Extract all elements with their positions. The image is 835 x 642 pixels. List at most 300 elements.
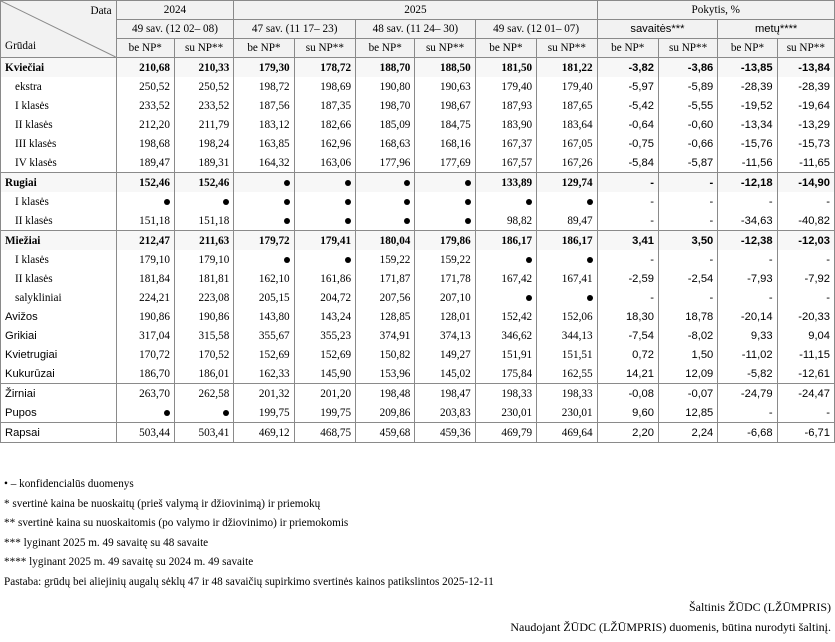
value-cell: -0,66 [658, 134, 717, 153]
footnote: ** svertinė kaina su nuoskaitomis (po valymo ir džiovinimo) ir priemokomis [4, 517, 349, 529]
confidential-dot-icon [345, 218, 351, 224]
value-cell: 185,09 [356, 115, 415, 134]
value-cell: -34,63 [718, 211, 777, 231]
value-cell: - [597, 192, 658, 211]
value-cell: 207,56 [356, 288, 415, 307]
value-cell: 198,24 [174, 134, 233, 153]
confidential-cell [294, 211, 355, 231]
value-cell: 152,69 [234, 345, 294, 364]
value-cell: - [658, 250, 717, 269]
table-row [1, 269, 835, 288]
value-cell: 167,37 [475, 134, 536, 153]
value-cell: 128,85 [356, 307, 415, 326]
source-label: Šaltinis ŽŪDC (LŽŪMPRIS) [688, 600, 831, 614]
value-cell: 469,79 [475, 423, 536, 443]
value-cell: 186,17 [537, 231, 597, 251]
value-cell: - [597, 288, 658, 307]
value-cell: -13,84 [777, 58, 834, 78]
value-cell: 175,84 [475, 364, 536, 384]
value-cell: -5,97 [597, 77, 658, 96]
value-cell: -20,14 [718, 307, 777, 326]
confidential-dot-icon [345, 199, 351, 205]
value-cell: -0,64 [597, 115, 658, 134]
confidential-cell [294, 250, 355, 269]
value-cell: -13,34 [718, 115, 777, 134]
value-cell: 198,69 [294, 77, 355, 96]
value-cell: 503,41 [174, 423, 233, 443]
value-cell: 145,02 [415, 364, 475, 384]
value-cell: 167,26 [537, 153, 597, 173]
week-header: 47 sav. (11 17– 23) [234, 20, 356, 39]
value-cell: -20,33 [777, 307, 834, 326]
table-row [1, 96, 835, 115]
value-cell: -15,73 [777, 134, 834, 153]
value-cell: - [777, 192, 834, 211]
value-cell: 210,68 [116, 58, 174, 78]
value-cell: - [718, 288, 777, 307]
value-cell: 198,67 [415, 96, 475, 115]
value-cell: -12,61 [777, 364, 834, 384]
value-cell: 230,01 [537, 403, 597, 423]
value-cell: - [658, 192, 717, 211]
value-cell: 18,78 [658, 307, 717, 326]
value-cell: -12,18 [718, 173, 777, 193]
value-cell: 179,30 [234, 58, 294, 78]
row-label: I klasės [1, 96, 117, 115]
change-week-header: savaitės*** [597, 20, 718, 39]
confidential-cell [116, 192, 174, 211]
value-cell: -3,82 [597, 58, 658, 78]
value-cell: 151,91 [475, 345, 536, 364]
value-cell: - [718, 403, 777, 423]
value-cell: 12,09 [658, 364, 717, 384]
value-cell: - [658, 288, 717, 307]
value-cell: 263,70 [116, 384, 174, 404]
su-np-header: su NP** [658, 39, 717, 58]
confidential-cell [415, 211, 475, 231]
value-cell: -12,38 [718, 231, 777, 251]
table-row [1, 345, 835, 364]
value-cell: 170,52 [174, 345, 233, 364]
row-label: II klasės [1, 211, 117, 231]
value-cell: -0,07 [658, 384, 717, 404]
confidential-cell [294, 192, 355, 211]
value-cell: 159,22 [415, 250, 475, 269]
value-cell: -40,82 [777, 211, 834, 231]
value-cell: 151,18 [116, 211, 174, 231]
corner-grudai-label: Grūdai [5, 40, 37, 52]
value-cell: 177,96 [356, 153, 415, 173]
table-row [1, 115, 835, 134]
confidential-dot-icon [526, 199, 532, 205]
value-cell: 3,50 [658, 231, 717, 251]
value-cell: 9,60 [597, 403, 658, 423]
value-cell: 18,30 [597, 307, 658, 326]
source-block [510, 598, 831, 637]
table-row [1, 211, 835, 231]
confidential-dot-icon [284, 257, 290, 263]
value-cell: -11,56 [718, 153, 777, 173]
value-cell: 170,72 [116, 345, 174, 364]
value-cell: 186,70 [116, 364, 174, 384]
value-cell: 209,86 [356, 403, 415, 423]
table-row [1, 58, 835, 78]
value-cell: 2,20 [597, 423, 658, 443]
value-cell: 178,72 [294, 58, 355, 78]
value-cell: -11,15 [777, 345, 834, 364]
footnote: • – konfidencialūs duomenys [4, 478, 134, 490]
value-cell: 180,04 [356, 231, 415, 251]
value-cell: - [597, 250, 658, 269]
value-cell: 167,57 [475, 153, 536, 173]
value-cell: 12,85 [658, 403, 717, 423]
value-cell: 143,80 [234, 307, 294, 326]
value-cell: 198,33 [537, 384, 597, 404]
row-label: salykliniai [1, 288, 117, 307]
value-cell: 262,58 [174, 384, 233, 404]
row-label: II klasės [1, 269, 117, 288]
value-cell: 204,72 [294, 288, 355, 307]
confidential-cell [537, 192, 597, 211]
week-header: 48 sav. (11 24– 30) [356, 20, 476, 39]
confidential-dot-icon [345, 180, 351, 186]
value-cell: 171,87 [356, 269, 415, 288]
value-cell: 346,62 [475, 326, 536, 345]
value-cell: -0,60 [658, 115, 717, 134]
row-label: Miežiai [1, 231, 117, 251]
value-cell: 151,51 [537, 345, 597, 364]
value-cell: 152,06 [537, 307, 597, 326]
value-cell: 167,05 [537, 134, 597, 153]
confidential-cell [234, 211, 294, 231]
row-label: Žirniai [1, 384, 117, 404]
su-np-header: su NP** [777, 39, 834, 58]
value-cell: 188,70 [356, 58, 415, 78]
value-cell: -24,47 [777, 384, 834, 404]
value-cell: -6,71 [777, 423, 834, 443]
value-cell: 198,33 [475, 384, 536, 404]
value-cell: 183,64 [537, 115, 597, 134]
value-cell: 152,42 [475, 307, 536, 326]
value-cell: 179,10 [174, 250, 233, 269]
confidential-dot-icon [465, 199, 471, 205]
value-cell: 201,32 [234, 384, 294, 404]
value-cell: 201,20 [294, 384, 355, 404]
confidential-cell [294, 173, 355, 193]
value-cell: 153,96 [356, 364, 415, 384]
be-np-header: be NP* [356, 39, 415, 58]
value-cell: 152,46 [116, 173, 174, 193]
value-cell: 179,40 [475, 77, 536, 96]
value-cell: 179,86 [415, 231, 475, 251]
footnote: * svertinė kaina be nuoskaitų (prieš valymą ir džiovinimą) ir priemokų [4, 497, 321, 510]
row-label: III klasės [1, 134, 117, 153]
value-cell: -3,86 [658, 58, 717, 78]
confidential-dot-icon [526, 295, 532, 301]
confidential-cell [234, 192, 294, 211]
su-np-header: su NP** [294, 39, 355, 58]
value-cell: 150,82 [356, 345, 415, 364]
value-cell: -11,65 [777, 153, 834, 173]
row-label: II klasės [1, 115, 117, 134]
value-cell: -15,76 [718, 134, 777, 153]
value-cell: 167,41 [537, 269, 597, 288]
value-cell: 190,80 [356, 77, 415, 96]
value-cell: 181,84 [116, 269, 174, 288]
table-row [1, 173, 835, 193]
value-cell: 190,86 [116, 307, 174, 326]
value-cell: 171,78 [415, 269, 475, 288]
value-cell: 149,27 [415, 345, 475, 364]
value-cell: - [597, 173, 658, 193]
value-cell: 224,21 [116, 288, 174, 307]
value-cell: 167,42 [475, 269, 536, 288]
value-cell: -12,03 [777, 231, 834, 251]
value-cell: 183,12 [234, 115, 294, 134]
value-cell: 198,70 [356, 96, 415, 115]
confidential-cell [174, 403, 233, 423]
value-cell: 199,75 [234, 403, 294, 423]
be-np-header: be NP* [718, 39, 777, 58]
header-corner [1, 1, 117, 58]
value-cell: 468,75 [294, 423, 355, 443]
row-label: Pupos [1, 403, 117, 423]
table-row [1, 192, 835, 211]
confidential-dot-icon [223, 199, 229, 205]
confidential-cell [475, 250, 536, 269]
value-cell: 133,89 [475, 173, 536, 193]
value-cell: 187,65 [537, 96, 597, 115]
confidential-cell [174, 192, 233, 211]
value-cell: 98,82 [475, 211, 536, 231]
value-cell: 344,13 [537, 326, 597, 345]
corner-data-label: Data [90, 5, 112, 17]
value-cell: 188,50 [415, 58, 475, 78]
value-cell: 355,23 [294, 326, 355, 345]
footnote: **** lyginant 2025 m. 49 savaitę su 2024 m. 49 savaite [4, 556, 254, 568]
value-cell: 162,33 [234, 364, 294, 384]
confidential-cell [234, 250, 294, 269]
row-label: Grikiai [1, 326, 117, 345]
confidential-dot-icon [284, 199, 290, 205]
table-row [1, 364, 835, 384]
change-year-header: metų**** [718, 20, 835, 39]
be-np-header: be NP* [597, 39, 658, 58]
value-cell: 315,58 [174, 326, 233, 345]
value-cell: 145,90 [294, 364, 355, 384]
value-cell: 469,12 [234, 423, 294, 443]
row-label: I klasės [1, 192, 117, 211]
value-cell: -5,87 [658, 153, 717, 173]
value-cell: 184,75 [415, 115, 475, 134]
value-cell: 374,13 [415, 326, 475, 345]
value-cell: 212,20 [116, 115, 174, 134]
confidential-dot-icon [223, 410, 229, 416]
value-cell: 355,67 [234, 326, 294, 345]
value-cell: 198,47 [415, 384, 475, 404]
confidential-dot-icon [404, 199, 410, 205]
value-cell: -19,64 [777, 96, 834, 115]
value-cell: - [777, 288, 834, 307]
confidential-dot-icon [164, 199, 170, 205]
value-cell: 250,52 [116, 77, 174, 96]
footnotes [4, 475, 494, 592]
value-cell: 151,18 [174, 211, 233, 231]
su-np-header: su NP** [415, 39, 475, 58]
value-cell: 152,69 [294, 345, 355, 364]
value-cell: 0,72 [597, 345, 658, 364]
value-cell: 211,63 [174, 231, 233, 251]
confidential-cell [537, 250, 597, 269]
value-cell: 163,85 [234, 134, 294, 153]
table-row [1, 250, 835, 269]
su-np-header: su NP** [174, 39, 233, 58]
row-label: ekstra [1, 77, 117, 96]
row-label: IV klasės [1, 153, 117, 173]
table-row [1, 231, 835, 251]
value-cell: 210,33 [174, 58, 233, 78]
value-cell: 177,69 [415, 153, 475, 173]
value-cell: 168,16 [415, 134, 475, 153]
confidential-cell [475, 288, 536, 307]
table-row [1, 134, 835, 153]
value-cell: 129,74 [537, 173, 597, 193]
week-header: 49 sav. (12 02– 08) [116, 20, 234, 39]
value-cell: - [718, 250, 777, 269]
value-cell: 199,75 [294, 403, 355, 423]
value-cell: 189,31 [174, 153, 233, 173]
value-cell: 186,17 [475, 231, 536, 251]
value-cell: -5,84 [597, 153, 658, 173]
value-cell: -0,08 [597, 384, 658, 404]
value-cell: - [777, 403, 834, 423]
value-cell: -7,54 [597, 326, 658, 345]
source-note: Naudojant ŽŪDC (LŽŪMPRIS) duomenis, būtina nurodyti šaltinį. [510, 619, 831, 634]
table-row [1, 153, 835, 173]
value-cell: 469,64 [537, 423, 597, 443]
table-row [1, 307, 835, 326]
value-cell: -5,42 [597, 96, 658, 115]
value-cell: 2,24 [658, 423, 717, 443]
value-cell: 179,40 [537, 77, 597, 96]
value-cell: 374,91 [356, 326, 415, 345]
su-np-header: su NP** [537, 39, 597, 58]
confidential-cell [415, 192, 475, 211]
value-cell: 1,50 [658, 345, 717, 364]
confidential-dot-icon [404, 218, 410, 224]
confidential-dot-icon [465, 180, 471, 186]
value-cell: -14,90 [777, 173, 834, 193]
value-cell: 179,72 [234, 231, 294, 251]
value-cell: -24,79 [718, 384, 777, 404]
value-cell: 162,96 [294, 134, 355, 153]
value-cell: 14,21 [597, 364, 658, 384]
row-label: Rugiai [1, 173, 117, 193]
value-cell: 164,32 [234, 153, 294, 173]
value-cell: 181,22 [537, 58, 597, 78]
value-cell: -28,39 [718, 77, 777, 96]
value-cell: -13,85 [718, 58, 777, 78]
value-cell: 211,79 [174, 115, 233, 134]
value-cell: 9,04 [777, 326, 834, 345]
row-label: Kukurūzai [1, 364, 117, 384]
value-cell: 503,44 [116, 423, 174, 443]
confidential-dot-icon [164, 410, 170, 416]
change-header: Pokytis, % [597, 1, 834, 20]
table-row [1, 326, 835, 345]
value-cell: -8,02 [658, 326, 717, 345]
value-cell: 198,72 [234, 77, 294, 96]
value-cell: -6,68 [718, 423, 777, 443]
footnote-remark: Pastaba: grūdų bei aliejinių augalų sėklų 47 ir 48 savaičių supirkimo svertinės kainos patikslintos 2025-12-11 [4, 575, 494, 588]
value-cell: 198,48 [356, 384, 415, 404]
value-cell: 161,86 [294, 269, 355, 288]
value-cell: 198,68 [116, 134, 174, 153]
table-row [1, 384, 835, 404]
value-cell: 152,46 [174, 173, 233, 193]
confidential-dot-icon [587, 199, 593, 205]
confidential-cell [356, 192, 415, 211]
value-cell: 168,63 [356, 134, 415, 153]
value-cell: - [658, 173, 717, 193]
value-cell: 143,24 [294, 307, 355, 326]
value-cell: 230,01 [475, 403, 536, 423]
value-cell: 89,47 [537, 211, 597, 231]
value-cell: -5,82 [718, 364, 777, 384]
value-cell: - [718, 192, 777, 211]
confidential-cell [537, 288, 597, 307]
value-cell: -0,75 [597, 134, 658, 153]
value-cell: 233,52 [116, 96, 174, 115]
value-cell: 189,47 [116, 153, 174, 173]
footnote: *** lyginant 2025 m. 49 savaitę su 48 savaite [4, 536, 209, 549]
value-cell: - [658, 211, 717, 231]
confidential-cell [415, 173, 475, 193]
confidential-cell [356, 211, 415, 231]
value-cell: 317,04 [116, 326, 174, 345]
value-cell: -7,92 [777, 269, 834, 288]
value-cell: 223,08 [174, 288, 233, 307]
table-row [1, 77, 835, 96]
be-np-header: be NP* [116, 39, 174, 58]
value-cell: 205,15 [234, 288, 294, 307]
value-cell: 183,90 [475, 115, 536, 134]
value-cell: 3,41 [597, 231, 658, 251]
row-label: Kviečiai [1, 58, 117, 78]
value-cell: 187,56 [234, 96, 294, 115]
row-label: I klasės [1, 250, 117, 269]
value-cell: 190,86 [174, 307, 233, 326]
value-cell: 187,93 [475, 96, 536, 115]
row-label: Avižos [1, 307, 117, 326]
value-cell: 9,33 [718, 326, 777, 345]
confidential-dot-icon [587, 257, 593, 263]
value-cell: -11,02 [718, 345, 777, 364]
value-cell: -7,93 [718, 269, 777, 288]
confidential-cell [475, 192, 536, 211]
value-cell: 181,81 [174, 269, 233, 288]
year-2024-header: 2024 [116, 1, 234, 20]
confidential-cell [234, 173, 294, 193]
be-np-header: be NP* [475, 39, 536, 58]
value-cell: 233,52 [174, 96, 233, 115]
value-cell: 179,41 [294, 231, 355, 251]
value-cell: 459,68 [356, 423, 415, 443]
value-cell: 128,01 [415, 307, 475, 326]
value-cell: 212,47 [116, 231, 174, 251]
value-cell: 162,10 [234, 269, 294, 288]
table-row [1, 423, 835, 443]
